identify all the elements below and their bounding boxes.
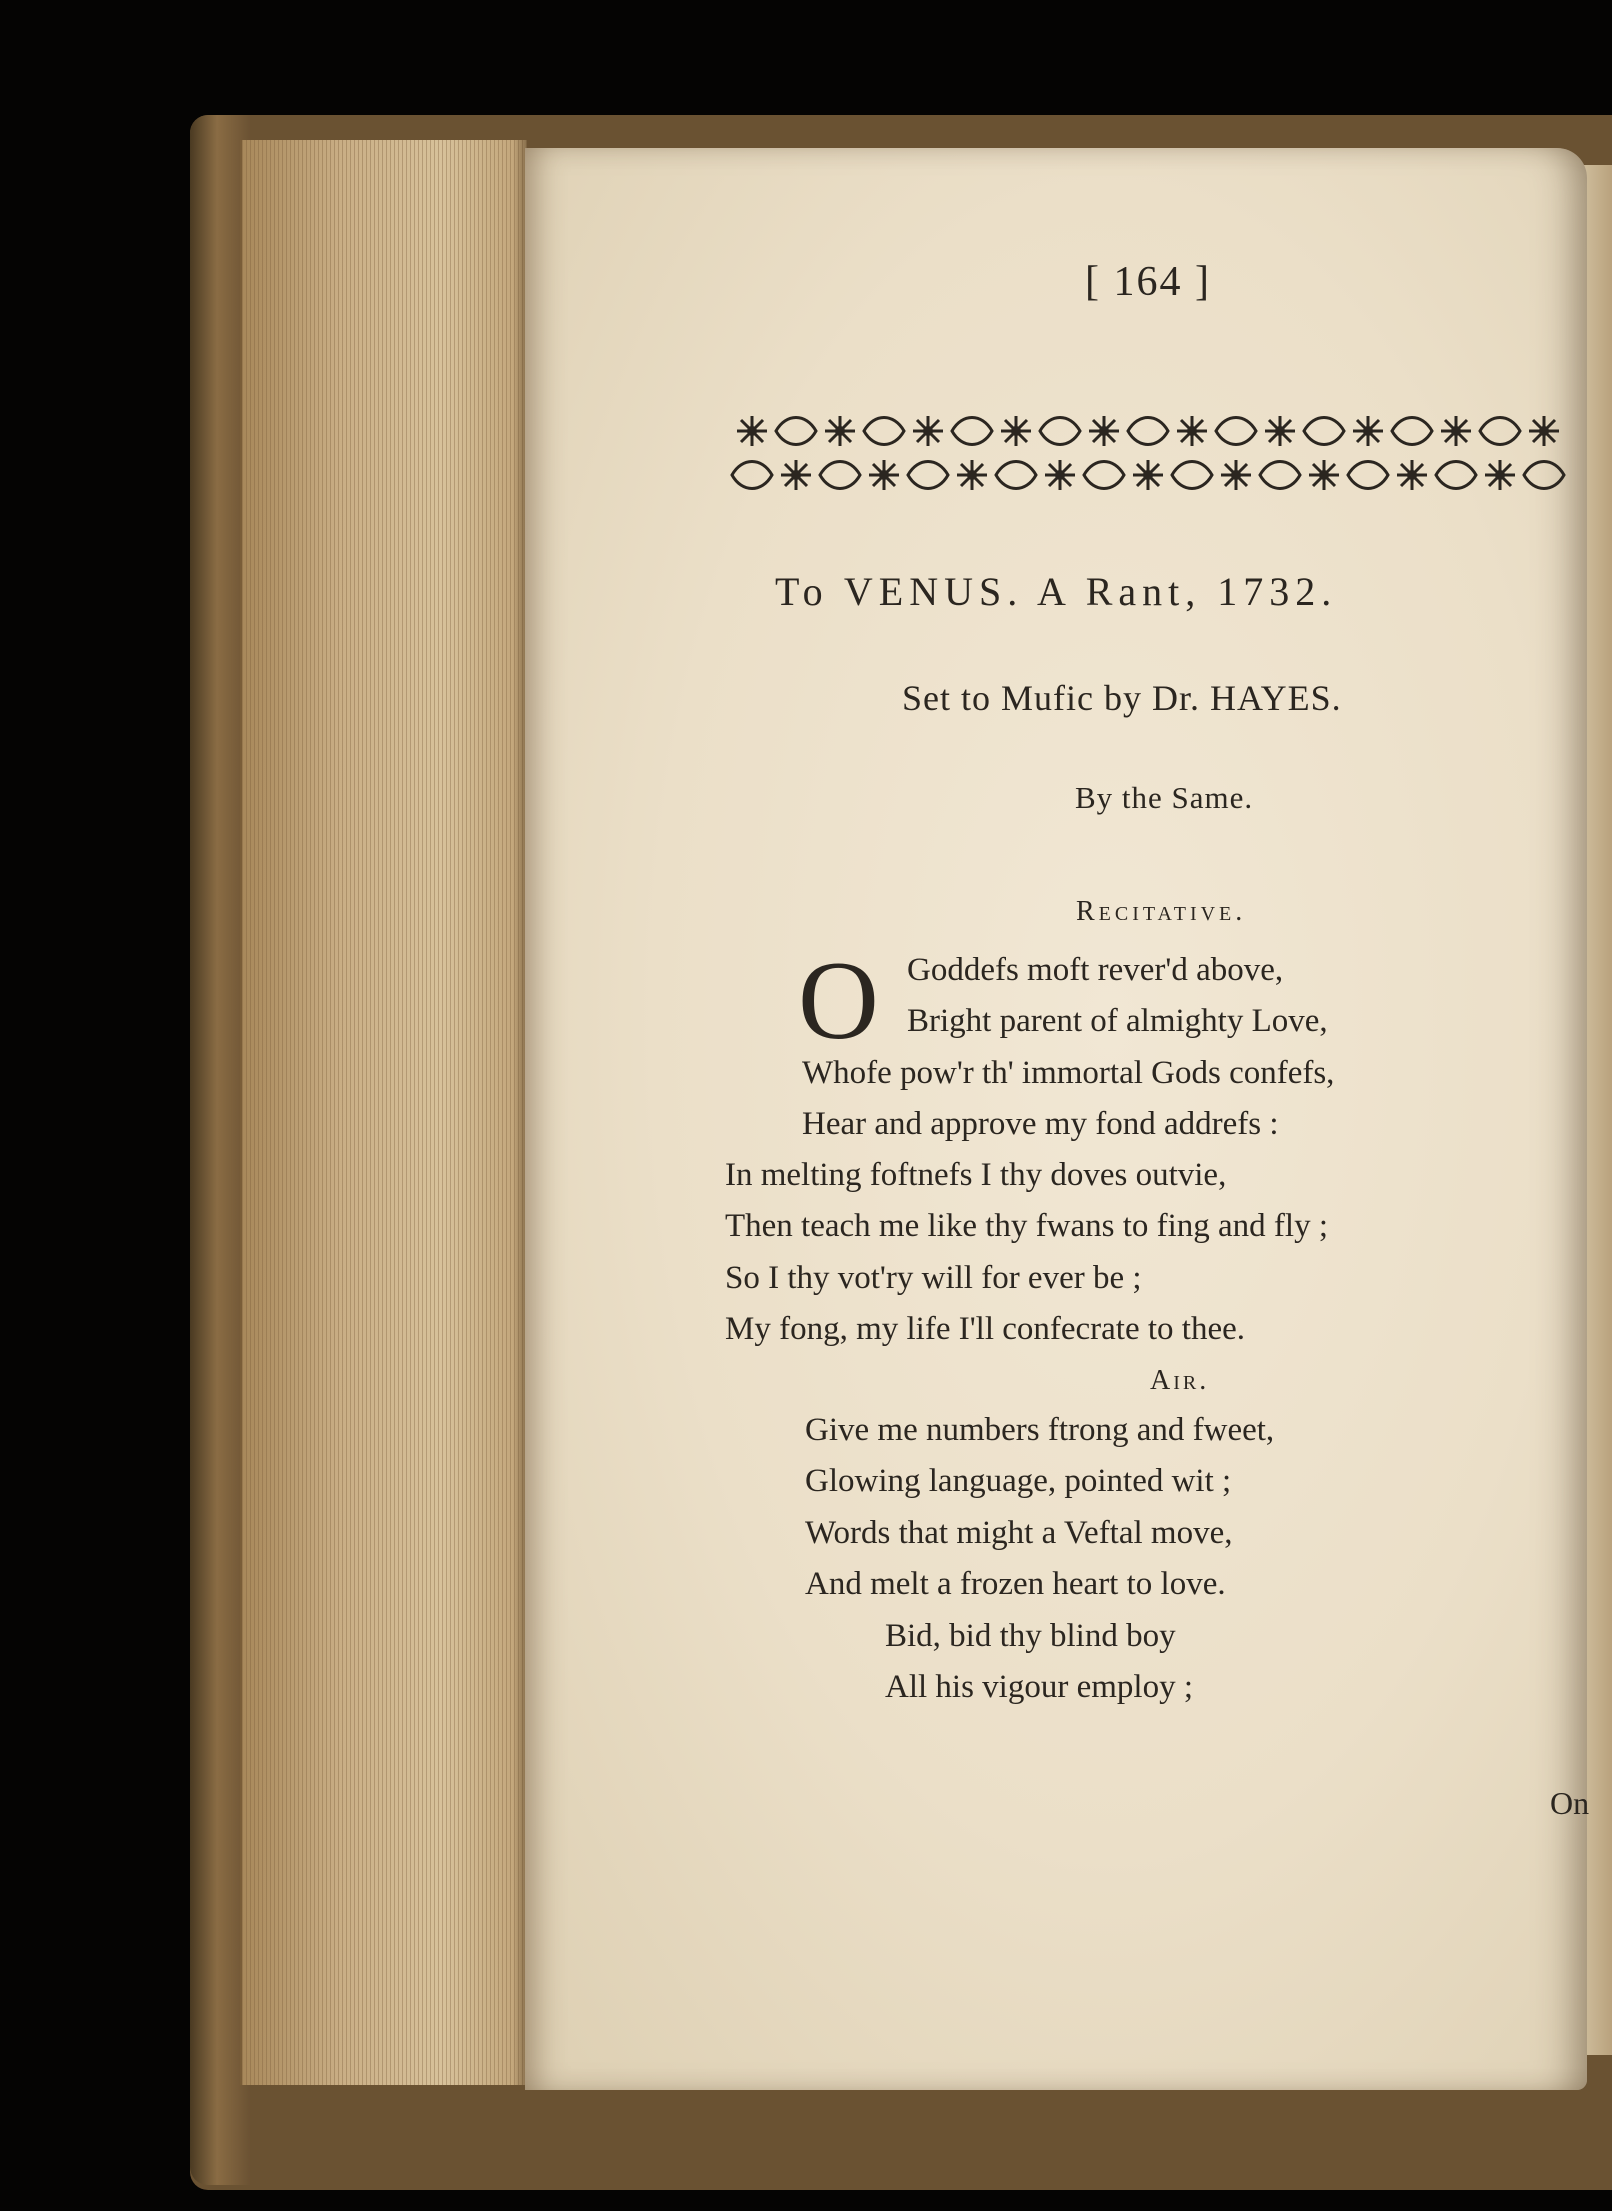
recitative-line: Bright parent of almighty Love, bbox=[907, 1003, 1328, 1039]
poem-byline: By the Same. bbox=[1075, 780, 1254, 815]
ornament-knot bbox=[1480, 418, 1520, 445]
ornament-star bbox=[1441, 416, 1471, 446]
ornament-knot bbox=[1392, 418, 1432, 445]
recitative-heading: Recitative. bbox=[1076, 896, 1247, 927]
ornament-star bbox=[957, 460, 987, 490]
ornament-star bbox=[1089, 416, 1119, 446]
drop-cap: O bbox=[798, 939, 879, 1063]
ornament-star bbox=[825, 416, 855, 446]
ornament-knot bbox=[732, 462, 772, 489]
ornamental-border bbox=[730, 405, 1572, 501]
ornament-knot bbox=[820, 462, 860, 489]
ornament-knot bbox=[1172, 462, 1212, 489]
ornament-knot bbox=[996, 462, 1036, 489]
ornament-knot bbox=[1216, 418, 1256, 445]
ornament-knot bbox=[952, 418, 992, 445]
ornament-knot bbox=[864, 418, 904, 445]
recitative-line: My fong, my life I'll confecrate to thee. bbox=[725, 1311, 1246, 1347]
air-heading: Air. bbox=[1150, 1365, 1210, 1396]
air-line: All his vigour employ ; bbox=[885, 1669, 1193, 1705]
ornament-knot bbox=[1348, 462, 1388, 489]
ornament-star bbox=[1265, 416, 1295, 446]
recitative-line: Goddefs moft rever'd above, bbox=[907, 952, 1284, 988]
ornament-star bbox=[1397, 460, 1427, 490]
ornament-knot bbox=[1128, 418, 1168, 445]
recitative-line: Then teach me like thy fwans to fing and fly ; bbox=[725, 1208, 1328, 1244]
ornament-knot bbox=[776, 418, 816, 445]
page-number: [ 164 ] bbox=[1085, 259, 1211, 305]
air-line: Words that might a Veftal move, bbox=[805, 1515, 1233, 1551]
ornament-knot bbox=[1084, 462, 1124, 489]
ornament-star bbox=[1177, 416, 1207, 446]
ornament-star bbox=[1353, 416, 1383, 446]
poem-title: To VENUS. A Rant, 1732. bbox=[775, 569, 1338, 614]
ornament-knot bbox=[1524, 462, 1564, 489]
ornament-star bbox=[1133, 460, 1163, 490]
catchword: On bbox=[1550, 1785, 1590, 1821]
recitative-line: So I thy vot'ry will for ever be ; bbox=[725, 1260, 1142, 1296]
air-line: Glowing language, pointed wit ; bbox=[805, 1463, 1232, 1499]
ornament-star bbox=[913, 416, 943, 446]
ornament-star bbox=[1221, 460, 1251, 490]
air-line: Bid, bid thy blind boy bbox=[885, 1618, 1176, 1654]
recitative-line: Hear and approve my fond addrefs : bbox=[802, 1106, 1279, 1142]
ornament-knot bbox=[1304, 418, 1344, 445]
air-line: And melt a frozen heart to love. bbox=[805, 1566, 1226, 1602]
page-block-edges bbox=[240, 140, 527, 2085]
air-line: Give me numbers ftrong and fweet, bbox=[805, 1412, 1275, 1448]
ornament-star bbox=[737, 416, 767, 446]
ornament-star bbox=[781, 460, 811, 490]
ornament-star bbox=[1485, 460, 1515, 490]
ornament-star bbox=[1309, 460, 1339, 490]
poem-subtitle: Set to Mufic by Dr. HAYES. bbox=[902, 678, 1342, 718]
ornament-knot bbox=[1040, 418, 1080, 445]
ornament-star bbox=[1045, 460, 1075, 490]
ornament-knot bbox=[1260, 462, 1300, 489]
ornament-star bbox=[1529, 416, 1559, 446]
ornament-star bbox=[869, 460, 899, 490]
ornament-knot bbox=[908, 462, 948, 489]
recitative-line: Whofe pow'r th' immortal Gods confefs, bbox=[802, 1055, 1335, 1091]
ornament-star bbox=[1001, 416, 1031, 446]
recitative-line: In melting foftnefs I thy doves outvie, bbox=[725, 1157, 1227, 1193]
ornament-knot bbox=[1436, 462, 1476, 489]
